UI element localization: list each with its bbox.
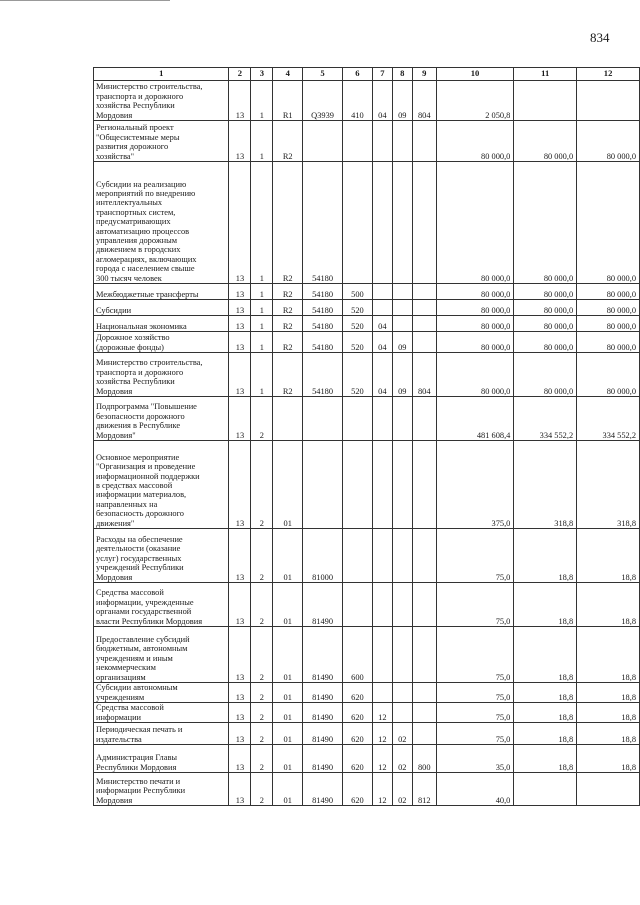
- code-cell: [412, 316, 436, 332]
- code-cell: [372, 300, 392, 316]
- code-cell: 01: [273, 529, 303, 583]
- row-name: Национальная экономика: [94, 316, 229, 332]
- amount-cell: 80 000,0: [514, 284, 577, 300]
- code-cell: 13: [229, 583, 251, 627]
- code-cell: 600: [343, 627, 373, 683]
- table-row: [94, 332, 640, 353]
- code-cell: 13: [229, 627, 251, 683]
- amount-cell: [577, 773, 640, 806]
- code-cell: [372, 441, 392, 529]
- code-cell: 81490: [303, 773, 343, 806]
- row-name: Основное мероприятие "Организация и проведение информационной поддержки в средствах массовой информации материалов, направленных на безопасность дорожного движения": [94, 441, 229, 529]
- amount-cell: [514, 81, 577, 121]
- code-cell: 1: [251, 300, 273, 316]
- code-cell: [412, 703, 436, 723]
- amount-cell: 318,8: [577, 441, 640, 529]
- row-name: Субсидии автономным учреждениям: [94, 683, 229, 703]
- amount-cell: 80 000,0: [577, 121, 640, 162]
- code-cell: [303, 397, 343, 441]
- table-row: [94, 300, 640, 316]
- code-cell: [412, 583, 436, 627]
- code-cell: [372, 397, 392, 441]
- code-cell: 2: [251, 745, 273, 773]
- code-cell: 54180: [303, 300, 343, 316]
- code-cell: 01: [273, 583, 303, 627]
- table-row: [94, 683, 640, 703]
- code-cell: 620: [343, 683, 373, 703]
- code-cell: [412, 397, 436, 441]
- amount-cell: 18,8: [514, 683, 577, 703]
- amount-cell: 80 000,0: [436, 121, 514, 162]
- table-row: [94, 441, 640, 529]
- row-name: Субсидии: [94, 300, 229, 316]
- code-cell: 13: [229, 81, 251, 121]
- page-number: 834: [590, 30, 610, 45]
- code-cell: 2: [251, 703, 273, 723]
- code-cell: 2: [251, 723, 273, 745]
- code-cell: [392, 529, 412, 583]
- code-cell: [392, 627, 412, 683]
- code-cell: 01: [273, 683, 303, 703]
- code-cell: 01: [273, 773, 303, 806]
- code-cell: 54180: [303, 353, 343, 397]
- code-cell: [343, 441, 373, 529]
- table-row: [94, 162, 640, 284]
- amount-cell: 2 050,8: [436, 81, 514, 121]
- amount-cell: 334 552,2: [577, 397, 640, 441]
- amount-cell: 75,0: [436, 723, 514, 745]
- column-header: 1: [94, 68, 229, 81]
- code-cell: R2: [273, 284, 303, 300]
- code-cell: [372, 627, 392, 683]
- code-cell: 81490: [303, 627, 343, 683]
- code-cell: 2: [251, 583, 273, 627]
- column-header: 10: [436, 68, 514, 81]
- column-header: 7: [372, 68, 392, 81]
- amount-cell: 35,0: [436, 745, 514, 773]
- amount-cell: 80 000,0: [577, 300, 640, 316]
- amount-cell: 75,0: [436, 703, 514, 723]
- amount-cell: 80 000,0: [436, 300, 514, 316]
- code-cell: 13: [229, 332, 251, 353]
- code-cell: 81490: [303, 683, 343, 703]
- code-cell: R2: [273, 162, 303, 284]
- code-cell: [412, 162, 436, 284]
- code-cell: [372, 529, 392, 583]
- amount-cell: 80 000,0: [577, 316, 640, 332]
- code-cell: 04: [372, 316, 392, 332]
- code-cell: [392, 703, 412, 723]
- amount-cell: 18,8: [577, 683, 640, 703]
- code-cell: [303, 441, 343, 529]
- code-cell: [343, 397, 373, 441]
- column-header: 9: [412, 68, 436, 81]
- amount-cell: 75,0: [436, 583, 514, 627]
- code-cell: 54180: [303, 332, 343, 353]
- header-row: [94, 68, 640, 81]
- code-cell: 804: [412, 353, 436, 397]
- column-header: 8: [392, 68, 412, 81]
- code-cell: [372, 162, 392, 284]
- code-cell: 500: [343, 284, 373, 300]
- code-cell: [372, 121, 392, 162]
- code-cell: [343, 583, 373, 627]
- code-cell: 01: [273, 703, 303, 723]
- amount-cell: 80 000,0: [514, 332, 577, 353]
- code-cell: 12: [372, 745, 392, 773]
- code-cell: 620: [343, 723, 373, 745]
- code-cell: 01: [273, 441, 303, 529]
- code-cell: 800: [412, 745, 436, 773]
- code-cell: 13: [229, 300, 251, 316]
- code-cell: 54180: [303, 284, 343, 300]
- table-row: [94, 284, 640, 300]
- code-cell: 2: [251, 683, 273, 703]
- code-cell: 81490: [303, 745, 343, 773]
- amount-cell: 75,0: [436, 627, 514, 683]
- amount-cell: 18,8: [514, 627, 577, 683]
- table-row: [94, 121, 640, 162]
- amount-cell: 481 608,4: [436, 397, 514, 441]
- code-cell: 2: [251, 529, 273, 583]
- row-name: Расходы на обеспечение деятельности (оказание услуг) государственных учреждений Республики Мордовия: [94, 529, 229, 583]
- code-cell: [392, 316, 412, 332]
- code-cell: 13: [229, 397, 251, 441]
- code-cell: R2: [273, 332, 303, 353]
- code-cell: 1: [251, 121, 273, 162]
- code-cell: [412, 723, 436, 745]
- column-header: 5: [303, 68, 343, 81]
- code-cell: 02: [392, 723, 412, 745]
- amount-cell: 80 000,0: [514, 316, 577, 332]
- code-cell: 54180: [303, 316, 343, 332]
- code-cell: 02: [392, 745, 412, 773]
- code-cell: 1: [251, 316, 273, 332]
- code-cell: 1: [251, 353, 273, 397]
- code-cell: [412, 300, 436, 316]
- code-cell: 1: [251, 81, 273, 121]
- table-row: [94, 773, 640, 806]
- amount-cell: 75,0: [436, 529, 514, 583]
- amount-cell: 80 000,0: [436, 353, 514, 397]
- row-name: Периодическая печать и издательства: [94, 723, 229, 745]
- code-cell: 520: [343, 332, 373, 353]
- amount-cell: 80 000,0: [577, 162, 640, 284]
- code-cell: 02: [392, 773, 412, 806]
- code-cell: 13: [229, 529, 251, 583]
- code-cell: R2: [273, 300, 303, 316]
- row-name: Субсидии на реализацию мероприятий по внедрению интеллектуальных транспортных систем, предусматривающих автоматизацию процессов управления дорожным движением в городских агломерациях, включающих города с населением свыше 300 тысяч человек: [94, 162, 229, 284]
- code-cell: 13: [229, 162, 251, 284]
- code-cell: 620: [343, 703, 373, 723]
- code-cell: [412, 332, 436, 353]
- amount-cell: 18,8: [514, 583, 577, 627]
- row-name: Администрация Главы Республики Мордовия: [94, 745, 229, 773]
- amount-cell: 18,8: [514, 745, 577, 773]
- table-row: [94, 529, 640, 583]
- amount-cell: 80 000,0: [436, 316, 514, 332]
- code-cell: 520: [343, 316, 373, 332]
- code-cell: [303, 121, 343, 162]
- code-cell: 620: [343, 745, 373, 773]
- amount-cell: 18,8: [577, 703, 640, 723]
- code-cell: [412, 529, 436, 583]
- amount-cell: 75,0: [436, 683, 514, 703]
- code-cell: 13: [229, 121, 251, 162]
- code-cell: [412, 284, 436, 300]
- code-cell: 81000: [303, 529, 343, 583]
- code-cell: 81490: [303, 703, 343, 723]
- row-name: Региональный проект "Общесистемные меры развития дорожного хозяйства": [94, 121, 229, 162]
- column-header: 2: [229, 68, 251, 81]
- table-row: [94, 397, 640, 441]
- amount-cell: 80 000,0: [577, 332, 640, 353]
- table-row: [94, 627, 640, 683]
- amount-cell: 80 000,0: [436, 162, 514, 284]
- row-name: Средства массовой информации: [94, 703, 229, 723]
- amount-cell: 334 552,2: [514, 397, 577, 441]
- code-cell: 812: [412, 773, 436, 806]
- budget-table: [93, 67, 640, 806]
- column-header: 6: [343, 68, 373, 81]
- code-cell: [372, 284, 392, 300]
- code-cell: 12: [372, 773, 392, 806]
- amount-cell: 18,8: [577, 529, 640, 583]
- code-cell: [392, 683, 412, 703]
- code-cell: 1: [251, 284, 273, 300]
- column-header: 4: [273, 68, 303, 81]
- amount-cell: 80 000,0: [577, 353, 640, 397]
- row-name: Межбюджетные трансферты: [94, 284, 229, 300]
- code-cell: 13: [229, 353, 251, 397]
- code-cell: 804: [412, 81, 436, 121]
- code-cell: [392, 397, 412, 441]
- column-header: 11: [514, 68, 577, 81]
- row-name: Подпрограмма "Повышение безопасности дорожного движения в Республике Мордовия": [94, 397, 229, 441]
- code-cell: 12: [372, 723, 392, 745]
- code-cell: 2: [251, 627, 273, 683]
- amount-cell: 80 000,0: [436, 332, 514, 353]
- code-cell: R1: [273, 81, 303, 121]
- code-cell: 09: [392, 353, 412, 397]
- code-cell: 04: [372, 81, 392, 121]
- table-row: [94, 81, 640, 121]
- amount-cell: 80 000,0: [514, 162, 577, 284]
- code-cell: [372, 583, 392, 627]
- table-row: [94, 723, 640, 745]
- code-cell: 2: [251, 441, 273, 529]
- code-cell: 81490: [303, 723, 343, 745]
- amount-cell: [577, 81, 640, 121]
- table-row: [94, 745, 640, 773]
- amount-cell: 80 000,0: [577, 284, 640, 300]
- code-cell: [412, 441, 436, 529]
- table-row: [94, 583, 640, 627]
- column-header: 12: [577, 68, 640, 81]
- row-name: Дорожное хозяйство (дорожные фонды): [94, 332, 229, 353]
- row-name: Министерство печати и информации Республики Мордовия: [94, 773, 229, 806]
- code-cell: 13: [229, 316, 251, 332]
- amount-cell: 18,8: [577, 723, 640, 745]
- code-cell: [392, 300, 412, 316]
- amount-cell: 318,8: [514, 441, 577, 529]
- amount-cell: 375,0: [436, 441, 514, 529]
- amount-cell: 40,0: [436, 773, 514, 806]
- code-cell: [392, 162, 412, 284]
- code-cell: 2: [251, 773, 273, 806]
- code-cell: [343, 162, 373, 284]
- code-cell: Q3939: [303, 81, 343, 121]
- code-cell: 13: [229, 683, 251, 703]
- code-cell: 410: [343, 81, 373, 121]
- table-row: [94, 703, 640, 723]
- code-cell: 13: [229, 773, 251, 806]
- code-cell: 13: [229, 745, 251, 773]
- code-cell: 54180: [303, 162, 343, 284]
- row-name: Министерство строительства, транспорта и дорожного хозяйства Республики Мордовия: [94, 81, 229, 121]
- code-cell: 520: [343, 300, 373, 316]
- amount-cell: 18,8: [577, 627, 640, 683]
- code-cell: [392, 121, 412, 162]
- code-cell: 13: [229, 441, 251, 529]
- amount-cell: 80 000,0: [436, 284, 514, 300]
- code-cell: [273, 397, 303, 441]
- code-cell: 01: [273, 723, 303, 745]
- code-cell: 12: [372, 703, 392, 723]
- amount-cell: 18,8: [577, 745, 640, 773]
- code-cell: [392, 284, 412, 300]
- amount-cell: [514, 773, 577, 806]
- code-cell: R2: [273, 316, 303, 332]
- amount-cell: 80 000,0: [514, 300, 577, 316]
- amount-cell: 18,8: [514, 723, 577, 745]
- amount-cell: 80 000,0: [514, 353, 577, 397]
- code-cell: [412, 683, 436, 703]
- row-name: Средства массовой информации, учрежденные органами государственной власти Республики Мордовия: [94, 583, 229, 627]
- code-cell: [343, 529, 373, 583]
- code-cell: [392, 583, 412, 627]
- code-cell: 04: [372, 353, 392, 397]
- code-cell: [412, 627, 436, 683]
- code-cell: 04: [372, 332, 392, 353]
- code-cell: 09: [392, 332, 412, 353]
- scan-top-line: [0, 0, 170, 1]
- code-cell: [343, 121, 373, 162]
- amount-cell: 18,8: [514, 703, 577, 723]
- code-cell: [392, 441, 412, 529]
- column-header: 3: [251, 68, 273, 81]
- code-cell: 81490: [303, 583, 343, 627]
- code-cell: 520: [343, 353, 373, 397]
- amount-cell: 80 000,0: [514, 121, 577, 162]
- code-cell: 01: [273, 745, 303, 773]
- code-cell: 09: [392, 81, 412, 121]
- code-cell: 13: [229, 284, 251, 300]
- code-cell: 2: [251, 397, 273, 441]
- code-cell: [372, 683, 392, 703]
- code-cell: R2: [273, 121, 303, 162]
- row-name: Предоставление субсидий бюджетным, автономным учреждениям и иным некоммерческим организациям: [94, 627, 229, 683]
- code-cell: 620: [343, 773, 373, 806]
- amount-cell: 18,8: [577, 583, 640, 627]
- code-cell: 01: [273, 627, 303, 683]
- table-body: [94, 81, 640, 806]
- table-row: [94, 353, 640, 397]
- amount-cell: 18,8: [514, 529, 577, 583]
- code-cell: 1: [251, 162, 273, 284]
- code-cell: R2: [273, 353, 303, 397]
- code-cell: [412, 121, 436, 162]
- code-cell: 13: [229, 723, 251, 745]
- table-row: [94, 316, 640, 332]
- code-cell: 13: [229, 703, 251, 723]
- row-name: Министерство строительства, транспорта и дорожного хозяйства Республики Мордовия: [94, 353, 229, 397]
- code-cell: 1: [251, 332, 273, 353]
